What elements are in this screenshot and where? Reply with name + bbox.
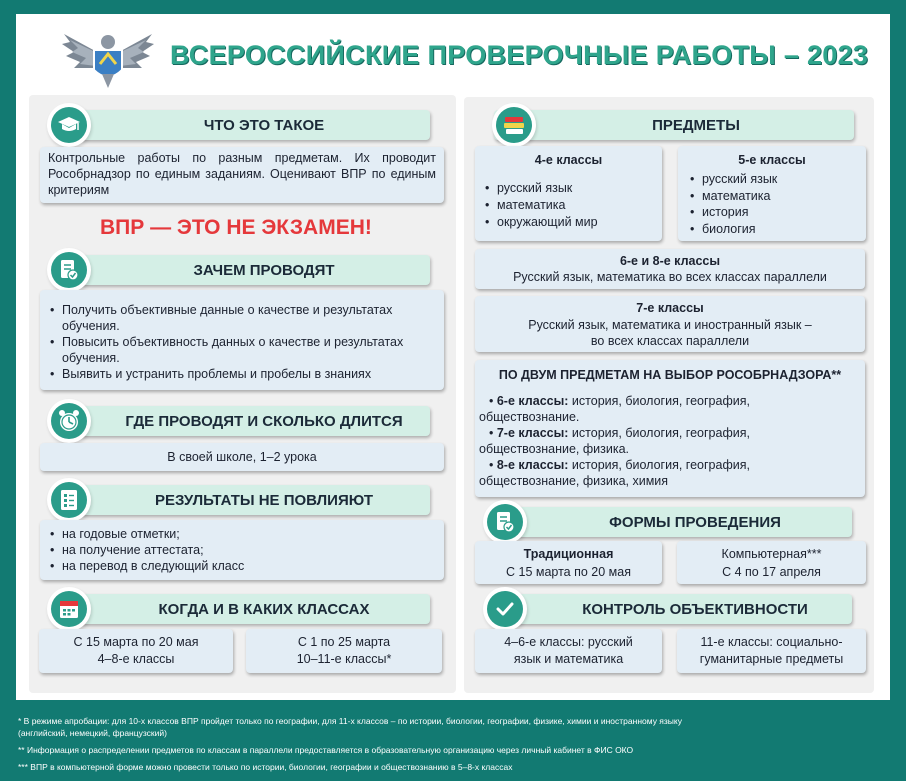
where-header: ГДЕ ПРОВОДЯТ И СКОЛЬКО ДЛИТСЯ <box>54 406 430 436</box>
list-item: • Повысить объективность данных о качестве и результатах обучения. <box>50 334 434 366</box>
list-item: • на получение аттестата; <box>50 542 434 558</box>
when-right-card: С 1 по 25 марта 10–11-е классы* <box>246 629 442 673</box>
why-list <box>40 290 444 390</box>
document-pen-icon <box>487 504 523 540</box>
grade5-card: 5-е классы • русский язык • математика • история • биология <box>678 146 866 241</box>
footnote-1-cont: (английский, немецкий, французский) <box>18 728 167 738</box>
subjects-header: ПРЕДМЕТЫ <box>494 110 854 140</box>
footnote-2: ** Информация о распределении предметов по классам в параллели предоставляется в образовательную организацию через личный кабинет в ФИС ОКО <box>18 745 634 755</box>
list-item: • русский язык <box>485 180 652 197</box>
control-left-card: 4–6-е классы: русский язык и математика <box>475 629 662 673</box>
traditional-form-card: Традиционная С 15 марта по 20 мая <box>475 541 662 584</box>
when-left-card: С 15 марта по 20 мая 4–8-е классы <box>39 629 233 673</box>
control-right-card: 11-е классы: социально- гуманитарные предметы <box>677 629 866 673</box>
checklist-icon <box>51 482 87 518</box>
list-item: • биология <box>690 221 854 238</box>
what-description: Контрольные работы по разным предметам. Их проводит Рособрнадзор по единым заданиям. Оценивают ВПР по единым критериям <box>40 147 444 203</box>
list-item: • на годовые отметки; <box>50 526 434 542</box>
why-header: ЗАЧЕМ ПРОВОДЯТ <box>54 255 430 285</box>
list-item: • Выявить и устранить проблемы и пробелы в знаниях <box>50 366 434 382</box>
where-description: В своей школе, 1–2 урока <box>40 443 444 471</box>
what-header: ЧТО ЭТО ТАКОЕ <box>54 110 430 140</box>
list-item: • 8-е классы: история, биология, география, <box>489 458 750 472</box>
rosobrnadzor-emblem-logo <box>60 24 156 92</box>
list-item: • математика <box>690 188 854 205</box>
control-header: КОНТРОЛЬ ОБЪЕКТИВНОСТИ <box>494 594 852 624</box>
list-item: • на перевод в следующий класс <box>50 558 434 574</box>
footnote-1: * В режиме апробации: для 10-х классов ВПР пройдет только по географии, для 11-х классов – по истории, биологии, географии, физике, химии и иностранному языку <box>18 716 682 726</box>
list-item: • математика <box>485 197 652 214</box>
list-item: • история <box>690 204 854 221</box>
results-header: РЕЗУЛЬТАТЫ НЕ ПОВЛИЯЮТ <box>54 485 430 515</box>
list-item: • 7-е классы: история, биология, география, <box>489 426 750 440</box>
list-item: • русский язык <box>690 171 854 188</box>
checkmark-circle-icon <box>487 591 523 627</box>
results-list <box>40 520 444 580</box>
list-item: • 6-е классы: история, биология, география, <box>489 394 750 408</box>
list-item: • окружающий мир <box>485 214 652 231</box>
document-check-icon <box>51 252 87 288</box>
page-title: ВСЕРОССИЙСКИЕ ПРОВЕРОЧНЫЕ РАБОТЫ – 2023 <box>170 40 869 70</box>
alarm-clock-icon <box>51 403 87 439</box>
books-icon <box>496 107 532 143</box>
grade7-card: 7-е классы Русский язык, математика и иностранный язык – во всех классах параллели <box>475 296 865 352</box>
list-item: • Получить объективные данные о качестве и результатах обучения. <box>50 302 434 334</box>
computer-form-card: Компьютерная*** С 4 по 17 апреля <box>677 541 866 584</box>
when-header: КОГДА И В КАКИХ КЛАССАХ <box>54 594 430 624</box>
graduation-cap-icon <box>51 107 87 143</box>
forms-header: ФОРМЫ ПРОВЕДЕНИЯ <box>494 507 852 537</box>
grade68-card: 6-е и 8-е классы Русский язык, математика во всех классах параллели <box>475 249 865 289</box>
not-exam-banner: ВПР — ЭТО НЕ ЭКЗАМЕН! <box>100 216 372 239</box>
choice-card: ПО ДВУМ ПРЕДМЕТАМ НА ВЫБОР РОСОБРНАДЗОРА** • 6-е классы: история, биология, география, обществознание. • 7-е классы: история, биология, география, обществознание, физика. • 8-е классы: история, биология, география, обществознание, физика, химия <box>475 360 865 497</box>
calendar-icon <box>51 591 87 627</box>
grade4-card: 4-е классы • русский язык • математика • окружающий мир <box>475 146 662 241</box>
footnote-3: *** ВПР в компьютерной форме можно провести только по истории, биологии, географии и обществознанию в 5–8-х классах <box>18 762 513 772</box>
